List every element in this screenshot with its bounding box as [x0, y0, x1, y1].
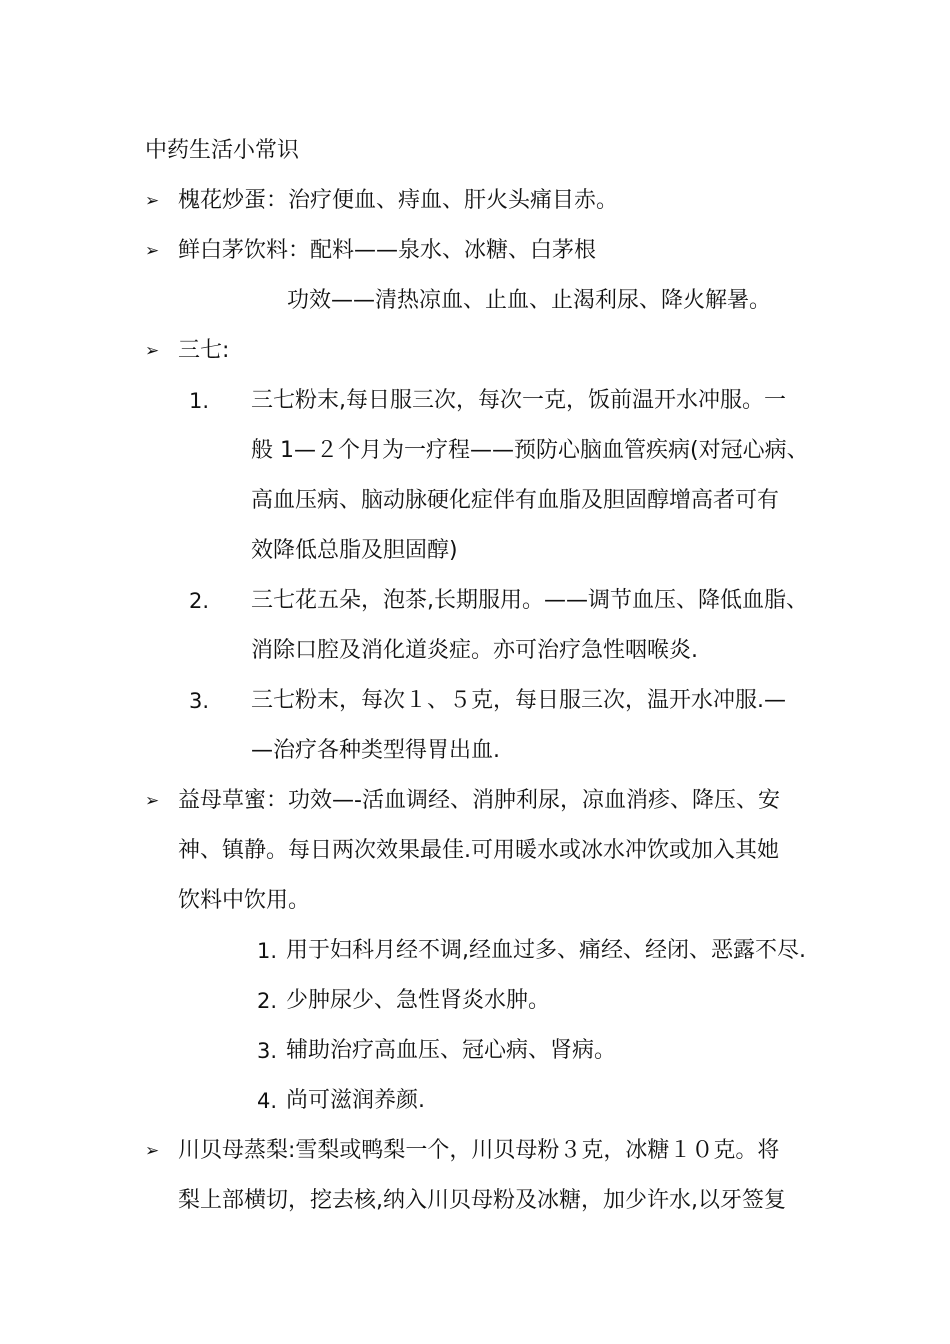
bullet-arrow-icon: ➢ [145, 791, 160, 811]
bullet-arrow-icon: ➢ [145, 341, 160, 361]
bullet-arrow-icon: ➢ [145, 1141, 160, 1161]
sanqi-sub-line: —治疗各种类型得胃出血. [251, 738, 500, 763]
sanqi-sub-line: 三七花五朵，泡茶,长期服用。——调节血压、降低血脂、 [251, 588, 808, 613]
yimucao-sub-number: 1. [257, 939, 278, 963]
sanqi-sub-number: 3. [189, 689, 210, 713]
bullet-arrow-icon: ➢ [145, 241, 160, 261]
sanqi-sub-number: 1. [189, 389, 210, 413]
yimucao-sub-text: 辅助治疗高血压、冠心病、肾病。 [286, 1038, 617, 1063]
item-baimao: 鲜白茅饮料：配料——泉水、冰糖、白茅根 [178, 238, 597, 263]
sanqi-sub-number: 2. [189, 589, 210, 613]
item-huaihua: 槐花炒蛋：治疗便血、痔血、肝火头痛目赤。 [178, 188, 619, 213]
item-chuanbei-line: 梨上部横切，挖去核,纳入川贝母粉及冰糖，加少许水,以牙签复 [178, 1188, 786, 1213]
item-yimucao-line: 神、镇静。每日两次效果最佳.可用暖水或冰水冲饮或加入其她 [178, 838, 779, 863]
bullet-arrow-icon: ➢ [145, 191, 160, 211]
yimucao-sub-text: 用于妇科月经不调,经血过多、痛经、经闭、恶露不尽. [286, 938, 806, 963]
sanqi-sub-line: 消除口腔及消化道炎症。亦可治疗急性咽喉炎. [251, 638, 698, 663]
item-sanqi: 三七: [178, 338, 230, 363]
item-yimucao-line: 饮料中饮用。 [178, 888, 311, 913]
item-yimucao-line: 益母草蜜：功效—-活血调经、消肿利尿，凉血消疹、降压、安 [178, 788, 780, 813]
sanqi-sub-line: 三七粉末,每日服三次，每次一克，饭前温开水冲服。一 [251, 388, 786, 413]
yimucao-sub-text: 少肿尿少、急性肾炎水肿。 [286, 988, 551, 1013]
sanqi-sub-line: 高血压病、脑动脉硬化症伴有血脂及胆固醇增高者可有 [251, 488, 780, 513]
yimucao-sub-number: 3. [257, 1039, 278, 1063]
item-chuanbei-line: 川贝母蒸梨:雪梨或鸭梨一个，川贝母粉３克，冰糖１０克。将 [178, 1138, 780, 1163]
sanqi-sub-line: 三七粉末，每次１、５克，每日服三次，温开水冲服.— [251, 688, 786, 713]
item-baimao-continuation: 功效——清热凉血、止血、止渴利尿、降火解暑。 [287, 288, 772, 313]
sanqi-sub-line: 般 1—２个月为一疗程——预防心脑血管疾病(对冠心病、 [251, 438, 809, 463]
yimucao-sub-text: 尚可滋润养颜. [286, 1088, 425, 1113]
document-title: 中药生活小常识 [145, 138, 300, 163]
yimucao-sub-number: 2. [257, 989, 278, 1013]
yimucao-sub-number: 4. [257, 1089, 278, 1113]
sanqi-sub-line: 效降低总脂及胆固醇) [251, 538, 458, 563]
